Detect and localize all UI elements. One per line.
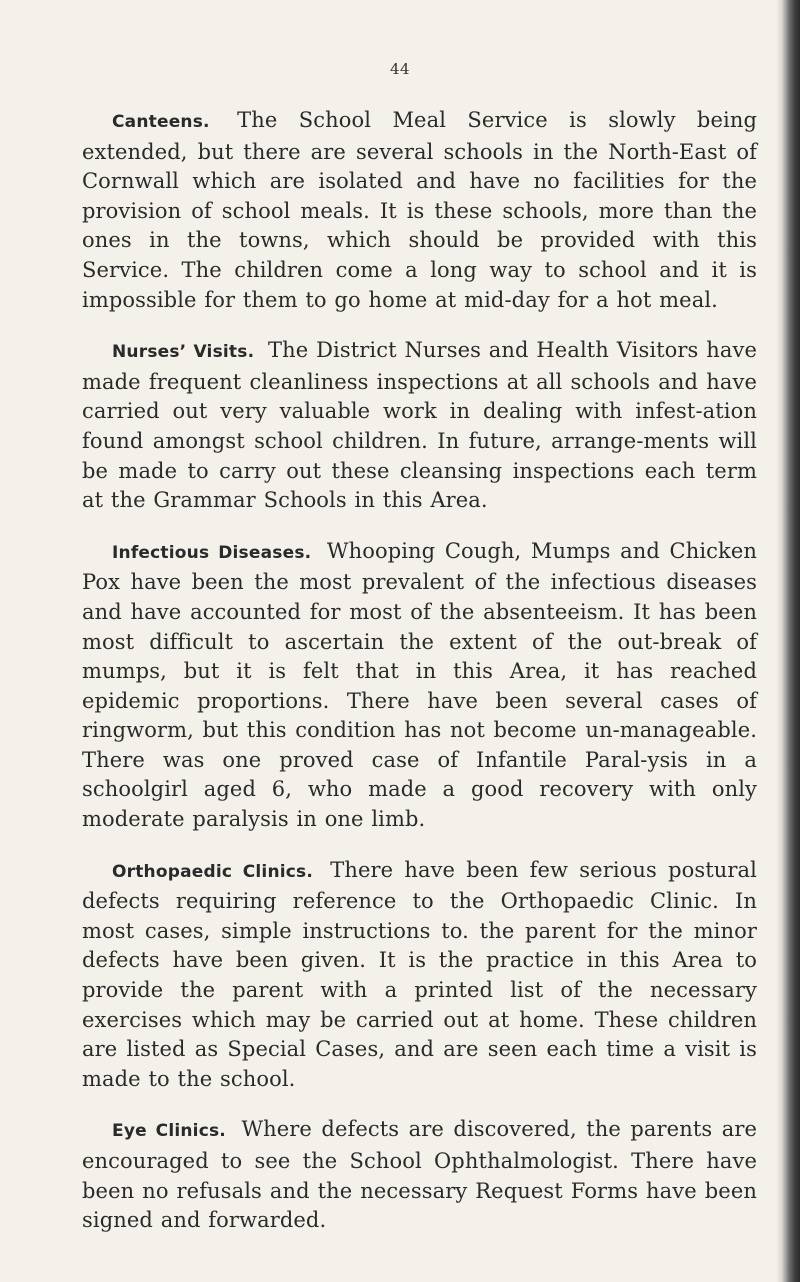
paragraph-infectious-diseases xyxy=(82,537,757,835)
paragraph-eye-clinics xyxy=(82,1115,757,1235)
page-binding-edge xyxy=(776,0,800,1282)
page-number: 44 xyxy=(389,60,411,78)
paragraph-heading: Infectious Diseases. xyxy=(112,542,312,563)
paragraph-nurses-visits xyxy=(82,336,757,516)
paragraph-text: There have been few serious postural defects requiring reference to the Orthopaedic Clinic. In most cases, simple instructions to. the parent for the minor defects have been given. It is the practice in this Area to provide the parent with a printed list of the necessary exercises which may be carried out at home. These children are listed as Special Cases, and are seen each time a visit is made to the school. xyxy=(82,857,757,1091)
paragraph-text: The District Nurses and Health Visitors have made frequent cleanliness inspections at all schools and have carried out very valuable work in dealing with infest-ation found amongst school children. In future, arrange-ments will be made to carry out these cleansing inspections each term at the Grammar Schools in this Area. xyxy=(82,338,757,513)
paragraph-heading: Canteens. xyxy=(112,112,210,132)
paragraph-canteens xyxy=(82,106,757,315)
paragraph-orthopaedic-clinics xyxy=(82,856,757,1095)
paragraph-heading: Orthopaedic Clinics. xyxy=(112,861,314,882)
paragraph-text: Whooping Cough, Mumps and Chicken Pox have been the most prevalent of the infectious diseases and have accounted for most of the absenteeism. It has been most difficult to ascertain the extent of the out-break of mumps, but it is felt that in this Area, it has reached epidemic proportions. There have been several cases of ringworm, but this condition has not become un-manageable. There was one proved case of Infantile Paral-ysis in a schoolgirl aged 6, who made a good recovery with only moderate paralysis in one limb. xyxy=(82,538,757,832)
document-body xyxy=(82,106,757,1257)
paragraph-text: Where defects are discovered, the parents are encouraged to see the School Ophthalmologist. There have been no refusals and the necessary Request Forms have been signed and forwarded. xyxy=(82,1117,758,1233)
paragraph-heading: Eye Clinics. xyxy=(112,1121,226,1142)
paragraph-heading: Nurses’ Visits. xyxy=(112,342,255,363)
paragraph-text: The School Meal Service is slowly being extended, but there are several schools in the North-East of Cornwall which are isolated and have no facilities for the provision of school meals. It is these schools, more than the ones in the towns, which should be provided with this Service. The children come a long way to school and it is impossible for them to go home at mid-day for a hot meal. xyxy=(82,108,757,312)
